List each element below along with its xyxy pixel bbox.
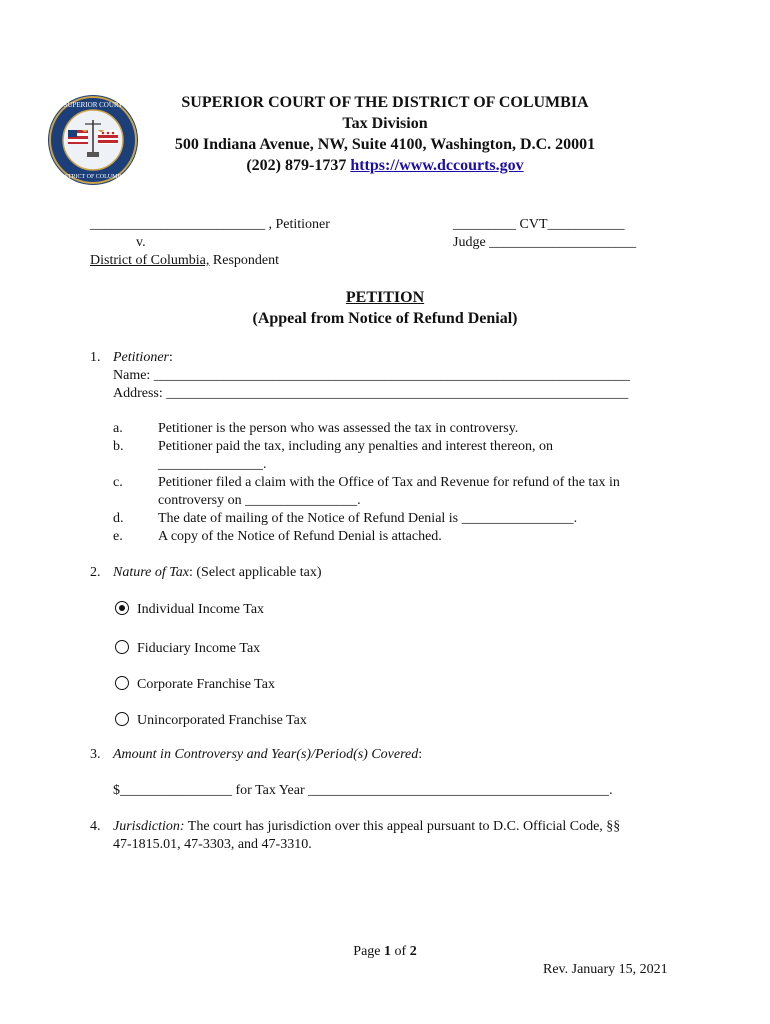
page-prefix: Page — [353, 944, 385, 959]
document-title — [0, 289, 770, 307]
court-contact — [130, 157, 640, 175]
tax-option-label: Corporate Franchise Tax — [137, 677, 275, 692]
page-total: 2 — [409, 944, 417, 959]
tax-option-label: Unincorporated Franchise Tax — [137, 713, 307, 728]
court-name: SUPERIOR COURT OF THE DISTRICT OF COLUMBIA — [181, 94, 589, 111]
item-c-date-field[interactable]: controversy on ________________. — [158, 493, 361, 508]
revision-date: Rev. January 15, 2021 — [543, 962, 668, 977]
section1-heading — [113, 350, 173, 366]
radio-icon[interactable] — [115, 712, 129, 726]
versus-label: v. — [136, 235, 146, 250]
section2-title: Nature of Tax — [113, 565, 189, 580]
section2-number: 2. — [90, 565, 101, 580]
section1-colon: : — [169, 350, 173, 365]
page-current: 1 — [384, 944, 392, 959]
court-phone: (202) 879-1737 — [246, 157, 347, 174]
item-d-text[interactable]: The date of mailing of the Notice of Refund Denial is ________________. — [158, 511, 578, 526]
section4-paragraph — [113, 819, 620, 835]
item-letter: e. — [113, 529, 123, 544]
court-seal-image — [47, 94, 139, 186]
radio-icon[interactable] — [115, 676, 129, 690]
tax-option-label: Individual Income Tax — [137, 602, 265, 617]
respondent-role: Respondent — [209, 253, 279, 268]
item-c-text: Petitioner filed a claim with the Office of Tax and Revenue for refund of the tax in — [158, 475, 620, 490]
item-e-text: A copy of the Notice of Refund Denial is attached. — [158, 529, 442, 544]
case-number-field[interactable]: _________ CVT___________ — [453, 217, 625, 232]
section2-instruction: : (Select applicable tax) — [188, 565, 322, 580]
page-number — [0, 944, 770, 960]
address-field[interactable]: Address: __________________________________________________________________ — [113, 386, 629, 401]
tax-option-label: Fiduciary Income Tax — [137, 641, 261, 656]
section2-heading — [113, 565, 322, 581]
item-letter: d. — [113, 511, 124, 526]
amount-year-field[interactable]: $________________ for Tax Year ___________________________________________. — [113, 783, 613, 798]
item-letter: b. — [113, 439, 124, 454]
section3-heading — [113, 747, 422, 763]
document-subtitle: (Appeal from Notice of Refund Denial) — [252, 310, 518, 327]
item-a-text: Petitioner is the person who was assessed the tax in controversy. — [158, 421, 519, 436]
svg-text:DISTRICT OF COLUMBIA: DISTRICT OF COLUMBIA — [58, 174, 128, 180]
section4-text-continued: 47-1815.01, 47-3303, and 47-3310. — [113, 837, 312, 852]
court-website-link[interactable]: https://www.dccourts.gov — [350, 157, 524, 174]
section4-title: Jurisdiction: — [113, 819, 185, 834]
section3-title: Amount in Controversy and Year(s)/Period(s) Covered — [113, 747, 419, 762]
section4-text: The court has jurisdiction over this appeal pursuant to D.C. Official Code, §§ — [184, 819, 621, 834]
court-address: 500 Indiana Avenue, NW, Suite 4100, Washington, D.C. 20001 — [174, 136, 596, 153]
tax-option-individual[interactable] — [115, 601, 264, 618]
section4-number: 4. — [90, 819, 101, 834]
section1-number: 1. — [90, 350, 101, 365]
tax-option-corporate[interactable] — [115, 676, 275, 693]
name-field[interactable]: Name: ____________________________________________________________________ — [113, 368, 630, 383]
judge-field[interactable]: Judge _____________________ — [453, 235, 637, 250]
petitioner-line: _________________________ , Petitioner — [90, 217, 330, 232]
item-b-text: Petitioner paid the tax, including any penalties and interest thereon, on — [158, 439, 554, 454]
svg-text:SUPERIOR COURT: SUPERIOR COURT — [63, 101, 123, 109]
tax-option-fiduciary[interactable] — [115, 640, 260, 657]
title-main: PETITION — [345, 289, 425, 306]
page-of: of — [391, 944, 410, 959]
respondent-line — [90, 253, 279, 269]
section1-title: Petitioner — [113, 350, 169, 365]
radio-icon[interactable] — [115, 640, 129, 654]
section3-number: 3. — [90, 747, 101, 762]
respondent-name: District of Columbia, — [90, 253, 210, 268]
item-b-date-field[interactable]: _______________. — [158, 457, 267, 472]
tax-option-unincorporated[interactable] — [115, 712, 307, 729]
court-division: Tax Division — [342, 115, 428, 132]
item-letter: a. — [113, 421, 123, 436]
section3-colon: : — [418, 747, 423, 762]
item-letter: c. — [113, 475, 123, 490]
radio-selected-icon[interactable] — [115, 601, 129, 615]
